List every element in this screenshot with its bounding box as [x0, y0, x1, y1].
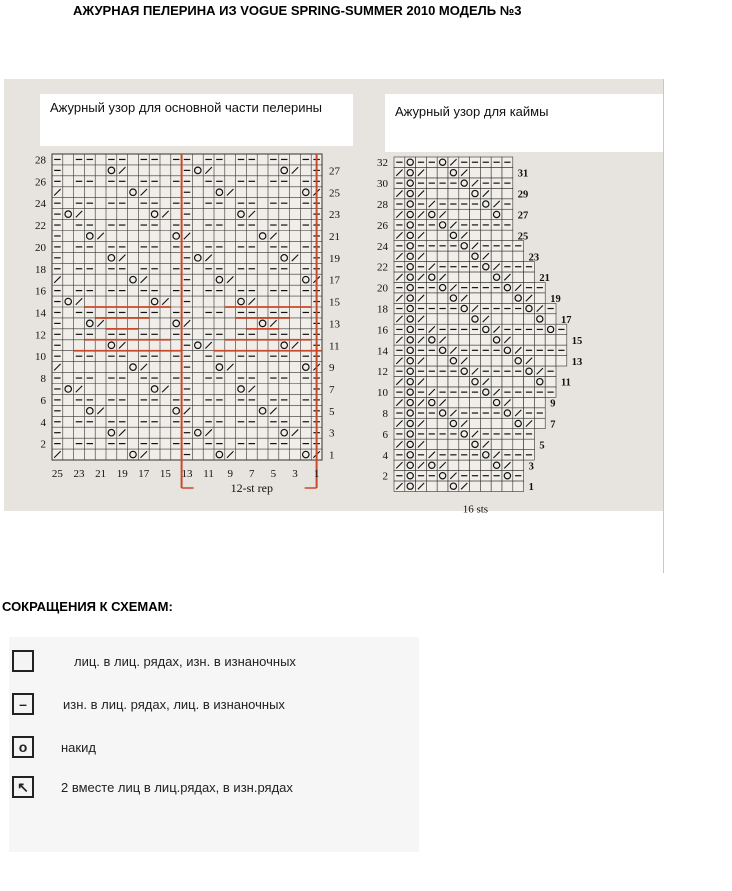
grid-cell [470, 209, 481, 219]
row-label: 18 [35, 263, 46, 276]
legend-item-knit [12, 650, 296, 672]
grid-cell [534, 397, 545, 407]
grid-cell [556, 335, 567, 345]
row-label: 13 [571, 356, 583, 368]
row-label: 17 [561, 314, 572, 326]
row-label: 8 [382, 408, 388, 421]
row-label: 2 [382, 470, 388, 483]
row-label: 5 [539, 440, 545, 452]
legend-text: накид [61, 739, 96, 755]
grid-cell [513, 251, 524, 261]
grid-cell [470, 335, 481, 345]
grid-cell [502, 314, 513, 324]
grid-cell [459, 209, 470, 219]
grid-cell [502, 356, 513, 366]
grid-cell [459, 251, 470, 261]
row-label: 16 [377, 324, 388, 337]
row-label: 27 [329, 165, 340, 178]
row-label: 8 [40, 373, 46, 386]
grid-cell [545, 356, 556, 366]
grid-cell [426, 356, 437, 366]
grid-cell [491, 481, 502, 491]
width-label: 16 sts [462, 503, 489, 516]
grid-cell [491, 376, 502, 386]
grid-cell [545, 314, 556, 324]
grid-cell [491, 418, 502, 428]
grid-cell [480, 418, 491, 428]
row-label: 18 [377, 303, 388, 316]
grid-cell [513, 460, 524, 470]
column-label: 13 [181, 468, 193, 480]
column-label: 7 [249, 468, 255, 480]
row-label: 9 [550, 398, 556, 410]
column-label: 9 [227, 468, 233, 480]
grid-cell [437, 356, 448, 366]
grid-cell [437, 314, 448, 324]
repeat-label: 12-st rep [230, 481, 273, 495]
legend-item-purl [12, 693, 285, 715]
row-label: 12 [377, 366, 388, 379]
grid-cell [437, 293, 448, 303]
grid-cell [448, 188, 459, 198]
row-label: 21 [329, 230, 340, 243]
row-label: 5 [329, 405, 335, 418]
yarn-over-circle-icon: o [12, 736, 34, 758]
grid-cell [437, 230, 448, 240]
grid-cell [426, 230, 437, 240]
row-label: 29 [517, 189, 529, 201]
row-label: 19 [329, 252, 340, 265]
grid-cell [426, 481, 437, 491]
grid-cell [448, 460, 459, 470]
grid-cell [491, 314, 502, 324]
knit-square-icon [12, 650, 34, 672]
row-label: 1 [329, 449, 335, 462]
column-label: 3 [292, 468, 298, 480]
grid-cell [502, 376, 513, 386]
column-label: 25 [51, 468, 63, 480]
grid-cell [502, 188, 513, 198]
row-label: 6 [382, 428, 388, 441]
column-label: 1 [313, 468, 320, 480]
row-label: 7 [329, 383, 335, 396]
row-label: 14 [377, 345, 388, 358]
legend-text: 2 вместе лиц в лиц.рядах, в изн.рядах [61, 779, 293, 795]
row-label: 28 [377, 199, 388, 212]
grid-cell [513, 397, 524, 407]
grid-cell [437, 376, 448, 386]
legend-item-yo [12, 736, 96, 758]
row-label: 4 [382, 449, 388, 462]
grid-cell [524, 439, 535, 449]
row-label: 1 [528, 482, 534, 494]
grid-cell [524, 397, 535, 407]
row-label: 24 [377, 240, 388, 253]
legend-text: лиц. в лиц. рядах, изн. в изнаночных [74, 653, 296, 669]
column-label: 19 [116, 468, 128, 480]
grid-cell [459, 460, 470, 470]
grid-cell [524, 314, 535, 324]
grid-cell [459, 188, 470, 198]
row-label: 22 [35, 220, 46, 233]
grid-cell [480, 293, 491, 303]
grid-cell [426, 314, 437, 324]
row-label: 7 [550, 419, 556, 431]
grid-cell [459, 376, 470, 386]
row-label: 23 [528, 252, 540, 264]
row-label: 26 [35, 176, 46, 189]
grid-cell [502, 209, 513, 219]
grid-cell [513, 481, 524, 491]
row-label: 16 [35, 285, 46, 298]
legend-title: СОКРАЩЕНИЯ К СХЕМАМ: [2, 599, 173, 614]
row-label: 20 [35, 241, 46, 254]
grid-cell [470, 230, 481, 240]
chart1-caption: Ажурный узор для основной части пелерины [40, 94, 353, 146]
k2tog-icon: ↖ [12, 776, 34, 798]
grid-cell [513, 376, 524, 386]
grid-cell [437, 251, 448, 261]
grid-cell [524, 335, 535, 345]
grid-cell [502, 481, 513, 491]
grid-cell [513, 314, 524, 324]
grid-cell [426, 418, 437, 428]
row-label: 9 [329, 362, 335, 375]
grid-cell [426, 251, 437, 261]
grid-cell [459, 397, 470, 407]
row-label: 32 [377, 157, 388, 170]
grid-cell [524, 376, 535, 386]
grid-cell [502, 167, 513, 177]
legend-text: изн. в лиц. рядах, лиц. в изнаночных [63, 696, 285, 712]
row-label: 23 [329, 209, 340, 222]
grid-cell [513, 335, 524, 345]
row-label: 25 [517, 231, 529, 243]
grid-cell [448, 314, 459, 324]
grid-cell [513, 439, 524, 449]
row-label: 12 [35, 329, 46, 342]
row-label: 26 [377, 219, 388, 232]
grid-cell [502, 439, 513, 449]
grid-cell [480, 272, 491, 282]
grid-cell [470, 272, 481, 282]
row-label: 25 [329, 187, 340, 200]
grid-cell [534, 418, 545, 428]
row-label: 4 [40, 416, 46, 429]
row-label: 27 [517, 210, 529, 222]
row-label: 15 [571, 335, 583, 347]
grid-cell [502, 293, 513, 303]
grid-cell [470, 397, 481, 407]
grid-cell [437, 481, 448, 491]
grid-cell [556, 356, 567, 366]
chart2-caption: Ажурный узор для каймы [385, 94, 663, 152]
grid-cell [480, 460, 491, 470]
grid-cell [491, 188, 502, 198]
grid-cell [491, 230, 502, 240]
purl-dash-icon: – [12, 693, 34, 715]
column-label: 5 [270, 468, 277, 480]
row-label: 15 [329, 296, 340, 309]
column-label: 21 [95, 468, 107, 480]
row-label: 22 [377, 261, 388, 274]
column-label: 17 [138, 468, 150, 480]
grid-cell [545, 335, 556, 345]
grid-cell [470, 460, 481, 470]
grid-cell [448, 272, 459, 282]
column-label: 23 [73, 468, 85, 480]
grid-cell [459, 335, 470, 345]
grid-cell [470, 356, 481, 366]
grid-cell [491, 251, 502, 261]
grid-cell [502, 251, 513, 261]
row-label: 28 [35, 154, 46, 167]
row-label: 3 [528, 461, 534, 473]
grid-cell [480, 230, 491, 240]
row-label: 17 [329, 274, 340, 287]
grid-cell [534, 356, 545, 366]
grid-cell [480, 209, 491, 219]
row-label: 20 [377, 282, 388, 295]
grid-cell [480, 397, 491, 407]
row-label: 14 [35, 307, 46, 320]
grid-cell [448, 439, 459, 449]
grid-cell [448, 335, 459, 345]
grid-cell [426, 439, 437, 449]
grid-cell [426, 293, 437, 303]
grid-cell [459, 439, 470, 449]
grid-cell [470, 167, 481, 177]
grid-cell [437, 418, 448, 428]
row-label: 6 [40, 394, 46, 407]
page-title: АЖУРНАЯ ПЕЛЕРИНА ИЗ VOGUE SPRING-SUMMER 2010 МОДЕЛЬ №3 [73, 3, 522, 18]
grid-cell [470, 481, 481, 491]
grid-cell [545, 376, 556, 386]
grid-cell [534, 335, 545, 345]
grid-cell [459, 314, 470, 324]
row-label: 21 [539, 273, 550, 285]
grid-cell [470, 293, 481, 303]
grid-cell [470, 418, 481, 428]
grid-cell [448, 251, 459, 261]
column-label: 11 [203, 468, 214, 480]
row-label: 31 [517, 168, 529, 180]
row-label: 24 [35, 198, 46, 211]
grid-cell [480, 356, 491, 366]
grid-cell [491, 167, 502, 177]
grid-cell [448, 209, 459, 219]
grid-cell [437, 439, 448, 449]
row-label: 3 [329, 427, 335, 440]
grid-cell [437, 167, 448, 177]
grid-cell [426, 376, 437, 386]
grid-cell [426, 167, 437, 177]
grid-cell [502, 418, 513, 428]
grid-cell [437, 188, 448, 198]
grid-cell [480, 167, 491, 177]
row-label: 11 [561, 377, 571, 389]
grid-cell [513, 272, 524, 282]
row-label: 10 [377, 387, 388, 400]
grid-cell [491, 356, 502, 366]
legend-panel [9, 637, 419, 852]
grid-cell [524, 272, 535, 282]
grid-cell [534, 293, 545, 303]
row-label: 19 [550, 294, 561, 306]
grid-cell [491, 439, 502, 449]
row-label: 2 [40, 438, 46, 451]
row-label: 30 [377, 178, 388, 191]
grid-cell [448, 376, 459, 386]
grid-cell [502, 230, 513, 240]
grid-cell [459, 272, 470, 282]
row-label: 11 [329, 340, 340, 353]
grid-cell [491, 293, 502, 303]
legend-item-k2tog [12, 776, 293, 798]
grid-cell [480, 335, 491, 345]
grid-cell [480, 481, 491, 491]
column-label: 15 [159, 468, 171, 480]
row-label: 10 [35, 351, 46, 364]
grid-cell [426, 188, 437, 198]
grid-cell [448, 397, 459, 407]
row-label: 13 [329, 318, 340, 331]
